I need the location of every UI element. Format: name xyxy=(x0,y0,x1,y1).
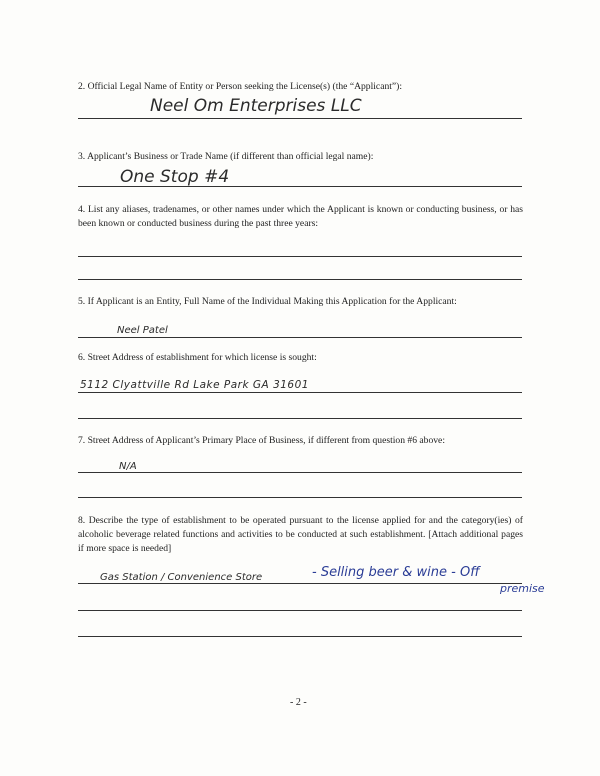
answer-line[interactable] xyxy=(78,610,522,611)
answer-line xyxy=(78,583,522,584)
question-5-label: 5. If Applicant is an Entity, Full Name of the Individual Making this Application for the Applicant: xyxy=(78,296,457,307)
question-8-answer-handwritten[interactable]: - Selling beer & wine - Off xyxy=(312,565,480,580)
question-6-answer[interactable]: 5112 Clyattville Rd Lake Park GA 31601 xyxy=(80,379,309,391)
answer-line[interactable] xyxy=(78,256,522,257)
question-2-answer[interactable]: Neel Om Enterprises LLC xyxy=(150,96,362,116)
answer-line[interactable] xyxy=(78,497,522,498)
question-7-answer[interactable]: N/A xyxy=(119,461,137,472)
answer-line[interactable] xyxy=(78,279,522,280)
question-3-answer[interactable]: One Stop #4 xyxy=(120,167,230,187)
answer-line[interactable] xyxy=(78,636,522,637)
question-2-label: 2. Official Legal Name of Entity or Person seeking the License(s) (the “Applicant”): xyxy=(78,81,403,92)
question-7-label: 7. Street Address of Applicant’s Primary Place of Business, if different from question #6 above: xyxy=(78,435,445,446)
answer-line xyxy=(78,472,522,473)
answer-line xyxy=(78,337,522,338)
answer-line xyxy=(78,392,522,393)
question-6-label: 6. Street Address of establishment for which license is sought: xyxy=(78,352,317,363)
question-8-answer-print[interactable]: Gas Station / Convenience Store xyxy=(100,572,263,583)
page-number: - 2 - xyxy=(290,697,307,708)
answer-line xyxy=(78,118,522,119)
question-8-label: 8. Describe the type of establishment to be operated pursuant to the license applied for and the category(ies) of alcoholic beverage related functions and activities to be conducted at such establishment. [Attach additional pages if more space is needed] xyxy=(78,515,523,554)
question-4-label: 4. List any aliases, tradenames, or other names under which the Applicant is known or conducting business, or has been known or conducted business during the past three years: xyxy=(78,204,523,229)
question-3-label: 3. Applicant’s Business or Trade Name (if different than official legal name): xyxy=(78,151,374,162)
question-5-answer[interactable]: Neel Patel xyxy=(117,325,168,336)
question-8-answer-handwritten-2[interactable]: premise xyxy=(500,582,545,595)
answer-line[interactable] xyxy=(78,418,522,419)
answer-line xyxy=(78,186,522,187)
